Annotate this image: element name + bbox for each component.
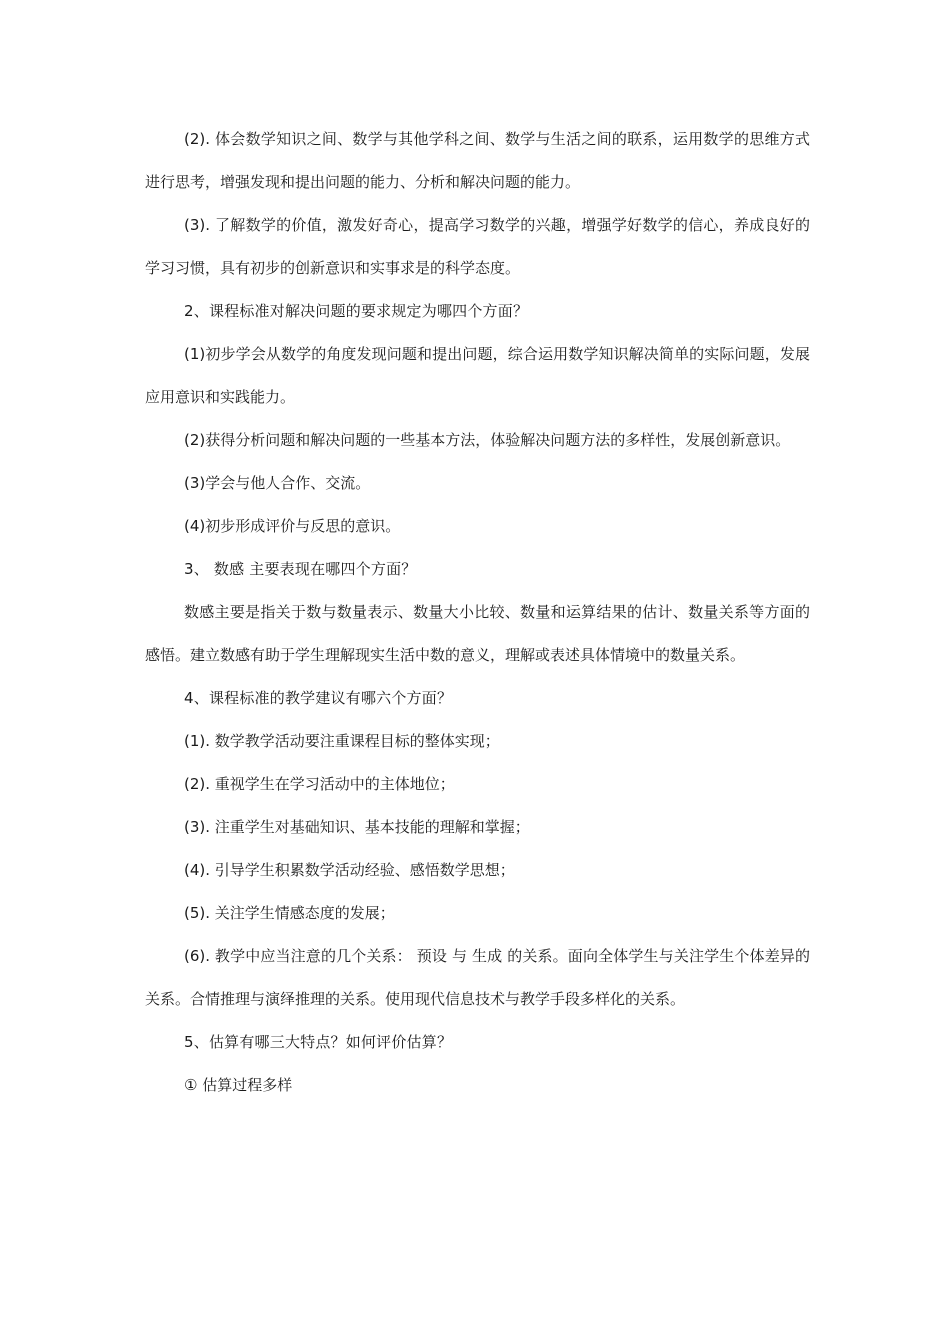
- paragraph-estimation-1: ① 估算过程多样: [184, 1076, 293, 1094]
- question-heading-3: 3、 数感 主要表现在哪四个方面？: [184, 560, 417, 578]
- paragraph-problem-solving-1: (1)初步学会从数学的角度发现问题和提出问题，综合运用数学知识解决简单的实际问题，发展应用意识和实践能力。: [145, 345, 810, 406]
- paragraph-problem-solving-4: (4)初步形成评价与反思的意识。: [184, 517, 401, 535]
- paragraph-teaching-1: (1). 数学教学活动要注重课程目标的整体实现；: [184, 732, 500, 750]
- paragraph-teaching-5: (5). 关注学生情感态度的发展；: [184, 904, 395, 922]
- question-heading-2: 2、课程标准对解决问题的要求规定为哪四个方面？: [184, 302, 529, 320]
- paragraph-teaching-3: (3). 注重学生对基础知识、基本技能的理解和掌握；: [184, 818, 530, 836]
- question-heading-4: 4、课程标准的教学建议有哪六个方面？: [184, 689, 453, 707]
- paragraph-problem-solving-2: (2)获得分析问题和解决问题的一些基本方法，体验解决问题方法的多样性，发展创新意识。: [184, 431, 791, 449]
- paragraph-goal-3: (3). 了解数学的价值，激发好奇心，提高学习数学的兴趣，增强学好数学的信心，养成良好的学习习惯，具有初步的创新意识和实事求是的科学态度。: [145, 216, 810, 277]
- paragraph-teaching-6: (6). 教学中应当注意的几个关系： 预设 与 生成 的关系。面向全体学生与关注学生个体差异的关系。合情推理与演绎推理的关系。使用现代信息技术与教学手段多样化的关系。: [145, 947, 810, 1008]
- paragraph-goal-2: (2). 体会数学知识之间、数学与其他学科之间、数学与生活之间的联系，运用数学的思维方式进行思考，增强发现和提出问题的能力、分析和解决问题的能力。: [145, 130, 810, 191]
- paragraph-number-sense: 数感主要是指关于数与数量表示、数量大小比较、数量和运算结果的估计、数量关系等方面的感悟。建立数感有助于学生理解现实生活中数的意义，理解或表述具体情境中的数量关系。: [145, 603, 810, 664]
- question-heading-5: 5、估算有哪三大特点？如何评价估算？: [184, 1033, 453, 1051]
- paragraph-problem-solving-3: (3)学会与他人合作、交流。: [184, 474, 371, 492]
- paragraph-teaching-4: (4). 引导学生积累数学活动经验、感悟数学思想；: [184, 861, 515, 879]
- paragraph-teaching-2: (2). 重视学生在学习活动中的主体地位；: [184, 775, 455, 793]
- document-body: [145, 118, 810, 1107]
